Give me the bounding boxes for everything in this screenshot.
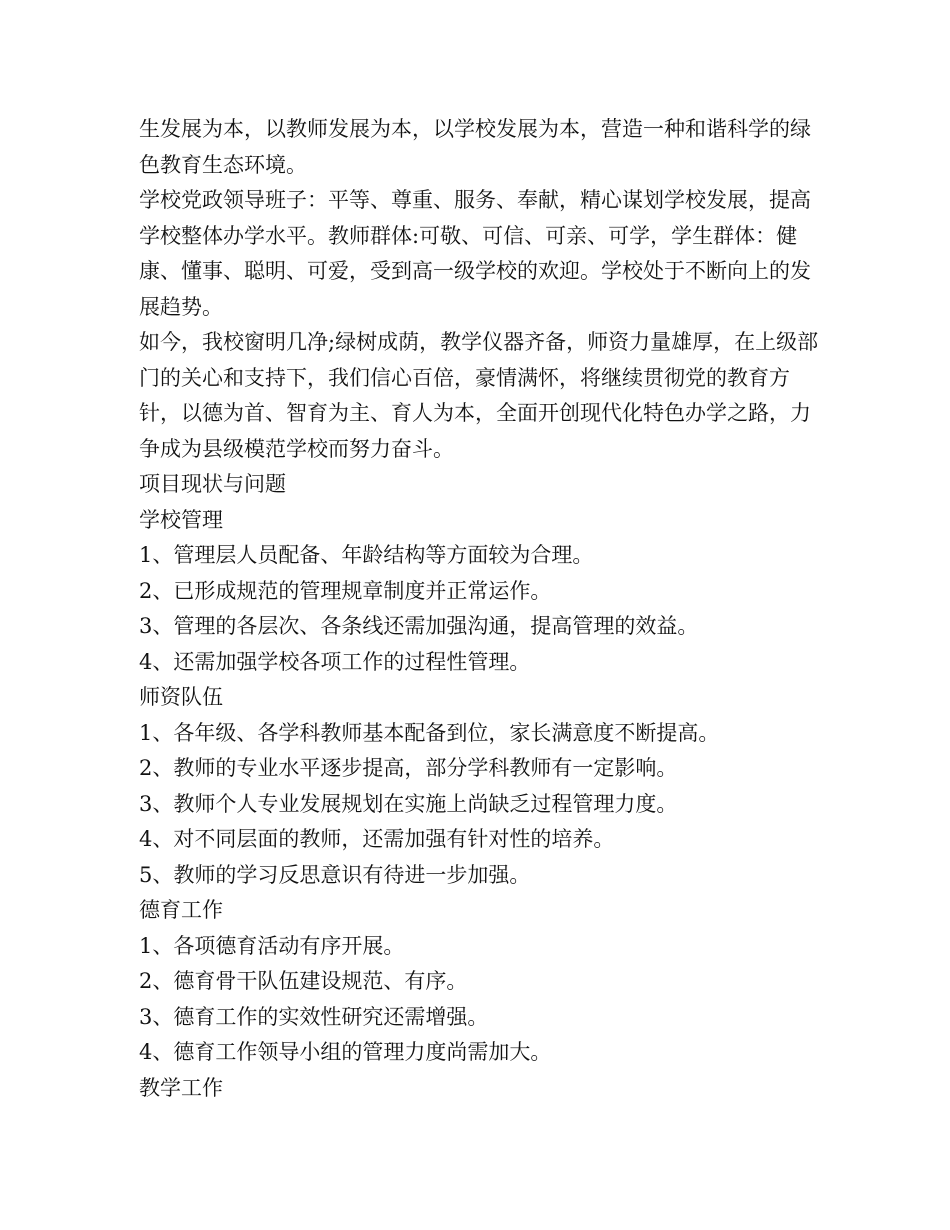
section-title: 项目现状与问题 <box>139 472 286 496</box>
moral-education-heading: 德育工作 <box>139 898 223 922</box>
school-management-heading: 学校管理 <box>139 507 223 532</box>
list-item: 2、已形成规范的管理规章制度并正常运作。 <box>139 578 552 603</box>
list-item: 4、对不同层面的教师，还需加强有针对性的培养。 <box>139 827 615 851</box>
intro-paragraph-3: 如今，我校窗明几净;绿树成荫，教学仪器齐备，师资力量雄厚，在上级部门的关心和支持下，我们信心百倍，豪情满怀，将继续贯彻党的教育方针，以德为首、智育为主、育人为本，全面开创现代化特色办学之路，力争成为县级模范学校而努力奋斗。 <box>139 330 819 461</box>
list-item: 4、德育工作领导小组的管理力度尚需加大。 <box>139 1040 552 1064</box>
teaching-staff-heading: 师资队伍 <box>139 685 223 709</box>
list-item: 1、各项德育活动有序开展。 <box>139 933 405 958</box>
list-item: 2、德育骨干队伍建设规范、有序。 <box>139 969 468 993</box>
list-item: 4、还需加强学校各项工作的过程性管理。 <box>139 649 531 674</box>
list-item: 5、教师的学习反思意识有待进一步加强。 <box>139 862 531 887</box>
list-item: 3、教师个人专业发展规划在实施上尚缺乏过程管理力度。 <box>139 791 678 816</box>
list-item: 1、管理层人员配备、年龄结构等方面较为合理。 <box>139 543 594 567</box>
intro-paragraph-1: 生发展为本，以教师发展为本，以学校发展为本，营造一种和谐科学的绿色教育生态环境。 <box>139 117 811 177</box>
list-item: 3、德育工作的实效性研究还需增强。 <box>139 1004 489 1029</box>
intro-paragraph-2: 学校党政领导班子：平等、尊重、服务、奉献，精心谋划学校发展，提高学校整体办学水平。教师群体:可敬、可信、可亲、可学，学生群体：健康、懂事、聪明、可爱，受到高一级学校的欢迎。学校处于不断向上的发展趋势。 <box>139 188 811 319</box>
teaching-work-heading: 教学工作 <box>139 1075 223 1100</box>
list-item: 3、管理的各层次、各条线还需加强沟通，提高管理的效益。 <box>139 614 699 638</box>
list-item: 1、各年级、各学科教师基本配备到位，家长满意度不断提高。 <box>139 720 720 745</box>
list-item: 2、教师的专业水平逐步提高，部分学科教师有一定影响。 <box>139 756 678 780</box>
document-body <box>139 112 819 1106</box>
